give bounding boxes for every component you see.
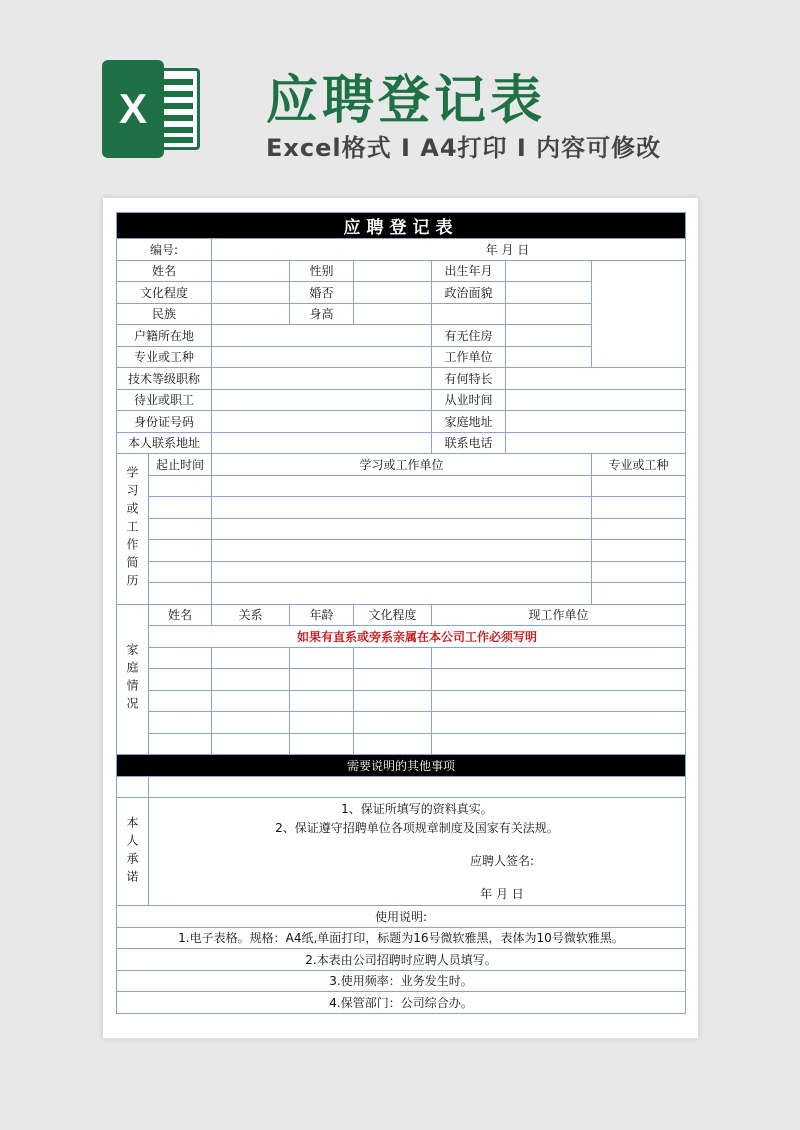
usage-item: 3.使用频率：业务发生时。 <box>117 970 686 992</box>
family-cell[interactable] <box>432 669 686 691</box>
family-cell[interactable] <box>432 733 686 755</box>
other-matters-header: 需要说明的其他事项 <box>117 755 686 777</box>
family-cell[interactable] <box>149 669 212 691</box>
resume-cell[interactable] <box>212 475 592 497</box>
family-cell[interactable] <box>354 733 432 755</box>
field-phone[interactable] <box>506 432 686 454</box>
family-notice: 如果有直系或旁系亲属在本公司工作必须写明 <box>149 626 686 648</box>
resume-cell[interactable] <box>592 475 686 497</box>
other-matters-field[interactable] <box>149 776 686 798</box>
family-cell[interactable] <box>432 712 686 734</box>
form-date: 年 月 日 <box>212 239 686 261</box>
family-cell[interactable] <box>149 733 212 755</box>
field-political[interactable] <box>506 282 592 304</box>
family-section-label: 家庭情况 <box>117 604 149 755</box>
resume-section-label: 学习或工作简历 <box>117 454 149 605</box>
banner-title: 应聘登记表 <box>266 71 547 131</box>
resume-cell[interactable] <box>149 497 212 519</box>
family-cell[interactable] <box>149 647 212 669</box>
label-specialty: 有何特长 <box>432 368 506 390</box>
label-education: 文化程度 <box>117 282 212 304</box>
usage-heading: 使用说明: <box>117 906 686 928</box>
banner-subtitle: Excel格式 I A4打印 I 内容可修改 <box>266 134 662 162</box>
col-age: 年龄 <box>290 604 354 626</box>
pledge-line-2: 2、保证遵守招聘单位各项规章制度及国家有关法规。 <box>275 820 559 835</box>
family-cell[interactable] <box>212 733 290 755</box>
label-height: 身高 <box>290 303 354 325</box>
field-major[interactable] <box>212 346 432 368</box>
usage-item: 4.保管部门：公司综合办。 <box>117 992 686 1014</box>
field-specialty[interactable] <box>506 368 686 390</box>
field-work-unit[interactable] <box>506 346 592 368</box>
family-cell[interactable] <box>354 647 432 669</box>
label-political: 政治面貌 <box>432 282 506 304</box>
field-ethnicity[interactable] <box>212 303 290 325</box>
family-cell[interactable] <box>432 690 686 712</box>
field-id-number[interactable] <box>212 411 432 433</box>
label-name: 姓名 <box>117 260 212 282</box>
family-cell[interactable] <box>212 712 290 734</box>
signature-label: 应聘人签名: <box>469 853 535 868</box>
label-birth: 出生年月 <box>432 260 506 282</box>
family-cell[interactable] <box>290 712 354 734</box>
form-title: 应聘登记表 <box>117 213 686 239</box>
label-phone: 联系电话 <box>432 432 506 454</box>
resume-cell[interactable] <box>149 561 212 583</box>
field-education[interactable] <box>212 282 290 304</box>
field-contact-address[interactable] <box>212 432 432 454</box>
number-label: 编号: <box>117 239 212 261</box>
resume-cell[interactable] <box>149 583 212 605</box>
label-work-time: 从业时间 <box>432 389 506 411</box>
field-birth[interactable] <box>506 260 592 282</box>
pledge-section-label: 本人承诺 <box>117 798 149 906</box>
resume-cell[interactable] <box>592 540 686 562</box>
resume-cell[interactable] <box>212 497 592 519</box>
col-relation: 关系 <box>212 604 290 626</box>
col-family-name: 姓名 <box>149 604 212 626</box>
blank-cell <box>506 303 592 325</box>
resume-cell[interactable] <box>592 518 686 540</box>
resume-cell[interactable] <box>592 583 686 605</box>
col-major: 专业或工种 <box>592 454 686 476</box>
col-family-education: 文化程度 <box>354 604 432 626</box>
resume-cell[interactable] <box>149 475 212 497</box>
excel-logo-icon <box>102 60 200 158</box>
pledge-block <box>149 798 686 906</box>
resume-cell[interactable] <box>212 518 592 540</box>
family-cell[interactable] <box>212 690 290 712</box>
field-gender[interactable] <box>354 260 432 282</box>
field-height[interactable] <box>354 303 432 325</box>
family-cell[interactable] <box>432 647 686 669</box>
col-current-unit: 现工作单位 <box>432 604 686 626</box>
resume-cell[interactable] <box>212 583 592 605</box>
label-work-unit: 工作单位 <box>432 346 506 368</box>
label-hukou: 户籍所在地 <box>117 325 212 347</box>
field-home-address[interactable] <box>506 411 686 433</box>
pledge-line-1: 1、保证所填写的资料真实。 <box>341 801 493 816</box>
label-home-address: 家庭地址 <box>432 411 506 433</box>
resume-cell[interactable] <box>592 561 686 583</box>
resume-cell[interactable] <box>592 497 686 519</box>
family-cell[interactable] <box>149 690 212 712</box>
field-marital[interactable] <box>354 282 432 304</box>
field-housing[interactable] <box>506 325 592 347</box>
col-unit: 学习或工作单位 <box>212 454 592 476</box>
label-gender: 性别 <box>290 260 354 282</box>
resume-cell[interactable] <box>149 518 212 540</box>
photo-box[interactable] <box>592 260 686 368</box>
label-marital: 婚否 <box>290 282 354 304</box>
family-cell[interactable] <box>354 669 432 691</box>
family-cell[interactable] <box>290 690 354 712</box>
field-work-time[interactable] <box>506 389 686 411</box>
application-form <box>116 212 686 1014</box>
usage-item: 2.本表由公司招聘时应聘人员填写。 <box>117 949 686 971</box>
label-contact-address: 本人联系地址 <box>117 432 212 454</box>
label-housing: 有无住房 <box>432 325 506 347</box>
resume-cell[interactable] <box>149 540 212 562</box>
label-id-number: 身份证号码 <box>117 411 212 433</box>
family-cell[interactable] <box>212 647 290 669</box>
family-cell[interactable] <box>290 669 354 691</box>
excel-x-badge: X <box>102 60 164 158</box>
field-unemployed[interactable] <box>212 389 432 411</box>
family-cell[interactable] <box>290 733 354 755</box>
label-ethnicity: 民族 <box>117 303 212 325</box>
family-cell[interactable] <box>354 690 432 712</box>
usage-item: 1.电子表格。规格：A4纸,单面打印，标题为16号微软雅黑，表体为10号微软雅黑。 <box>117 927 686 949</box>
label-unemployed: 待业或职工 <box>117 389 212 411</box>
col-period: 起止时间 <box>149 454 212 476</box>
family-cell[interactable] <box>212 669 290 691</box>
label-major: 专业或工种 <box>117 346 212 368</box>
family-cell[interactable] <box>354 712 432 734</box>
other-matters-side <box>117 776 149 798</box>
field-name[interactable] <box>212 260 290 282</box>
resume-cell[interactable] <box>212 540 592 562</box>
field-title-level[interactable] <box>212 368 432 390</box>
pledge-date: 年 月 日 <box>480 886 524 901</box>
blank-cell <box>432 303 506 325</box>
family-cell[interactable] <box>290 647 354 669</box>
label-title-level: 技术等级职称 <box>117 368 212 390</box>
field-hukou[interactable] <box>212 325 432 347</box>
resume-cell[interactable] <box>212 561 592 583</box>
family-cell[interactable] <box>149 712 212 734</box>
